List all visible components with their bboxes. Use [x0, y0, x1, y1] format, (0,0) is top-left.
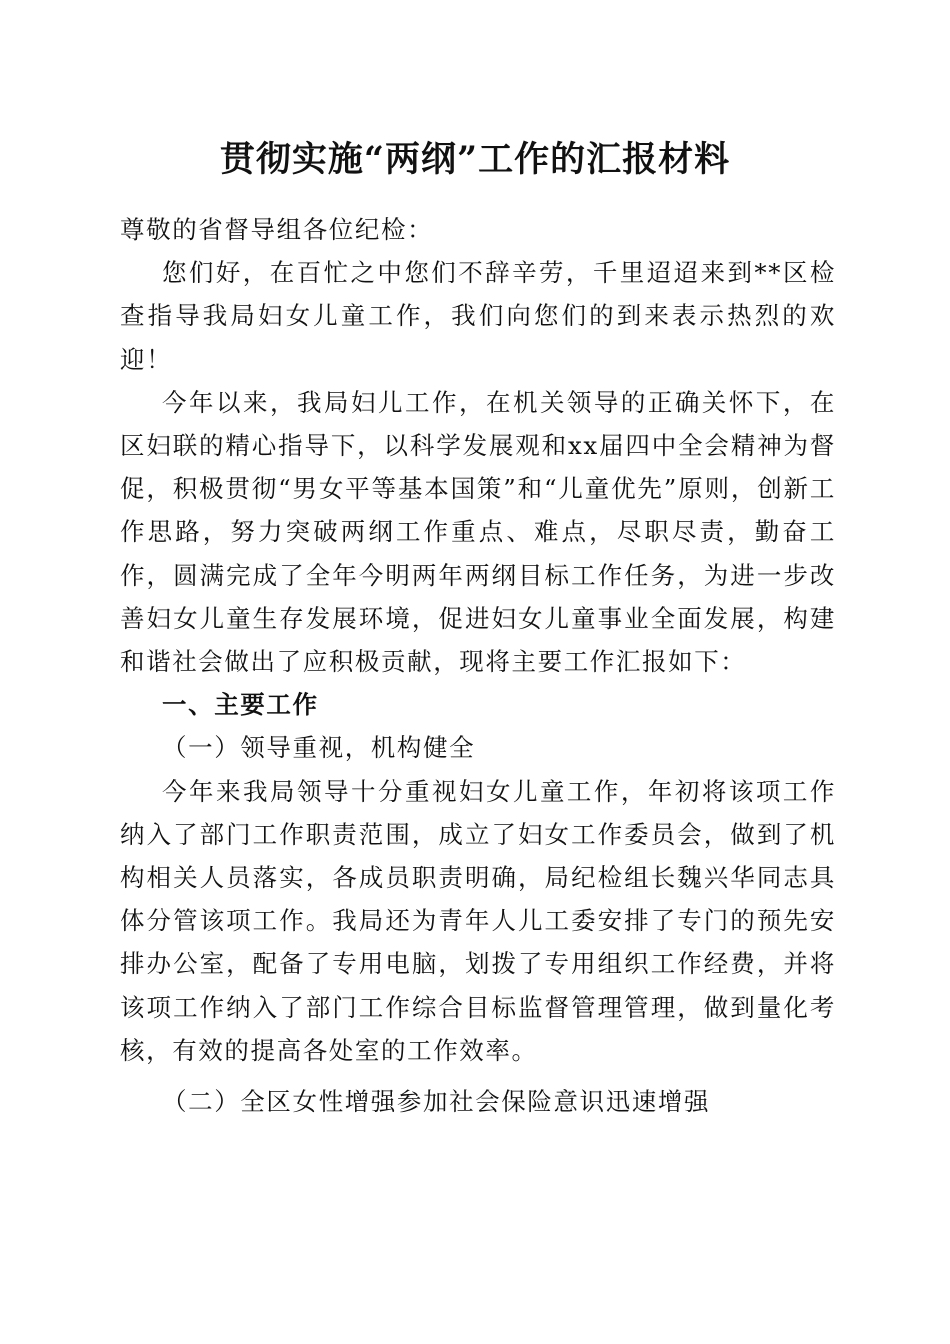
subsection-heading-leadership: （一）领导重视，机构健全	[162, 733, 476, 763]
document-body	[120, 208, 836, 1123]
document-title: 贯彻实施“两纲”工作的汇报材料	[219, 139, 731, 180]
paragraph-greeting: 您们好，在百忙之中您们不辞辛劳，千里迢迢来到**区检查指导我局妇女儿童工作，我们向您们的到来表示热烈的欢迎！	[120, 258, 836, 374]
spacer	[120, 1072, 836, 1080]
salutation: 尊敬的省督导组各位纪检：	[120, 215, 434, 244]
paragraph-leadership: 今年来我局领导十分重视妇女儿童工作，年初将该项工作纳入了部门工作职责范围，成立了妇女工作委员会，做到了机构相关人员落实，各成员职责明确，局纪检组长魏兴华同志具体分管该项工作。我局还为青年人儿工委安排了专门的预先安排办公室，配备了专用电脑，划拨了专用组织工作经费，并将该项工作纳入了部门工作综合目标监督管理管理，做到量化考核，有效的提高各处室的工作效率。	[120, 776, 836, 1065]
paragraph-overview: 今年以来，我局妇儿工作，在机关领导的正确关怀下，在区妇联的精心指导下，以科学发展观和xx届四中全会精神为督促，积极贯彻“男女平等基本国策”和“儿童优先”原则，创新工作思路，努力突破两纲工作重点、难点，尽职尽责，勤奋工作，圆满完成了全年今明两年两纲目标工作任务，为进一步改善妇女儿童生存发展环境，促进妇女儿童事业全面发展，构建和谐社会做出了应积极贡献，现将主要工作汇报如下：	[120, 387, 836, 677]
subsection-heading-social-insurance: （二）全区女性增强参加社会保险意识迅速增强	[162, 1087, 711, 1117]
section-heading-main-work: 一、主要工作	[162, 690, 319, 720]
